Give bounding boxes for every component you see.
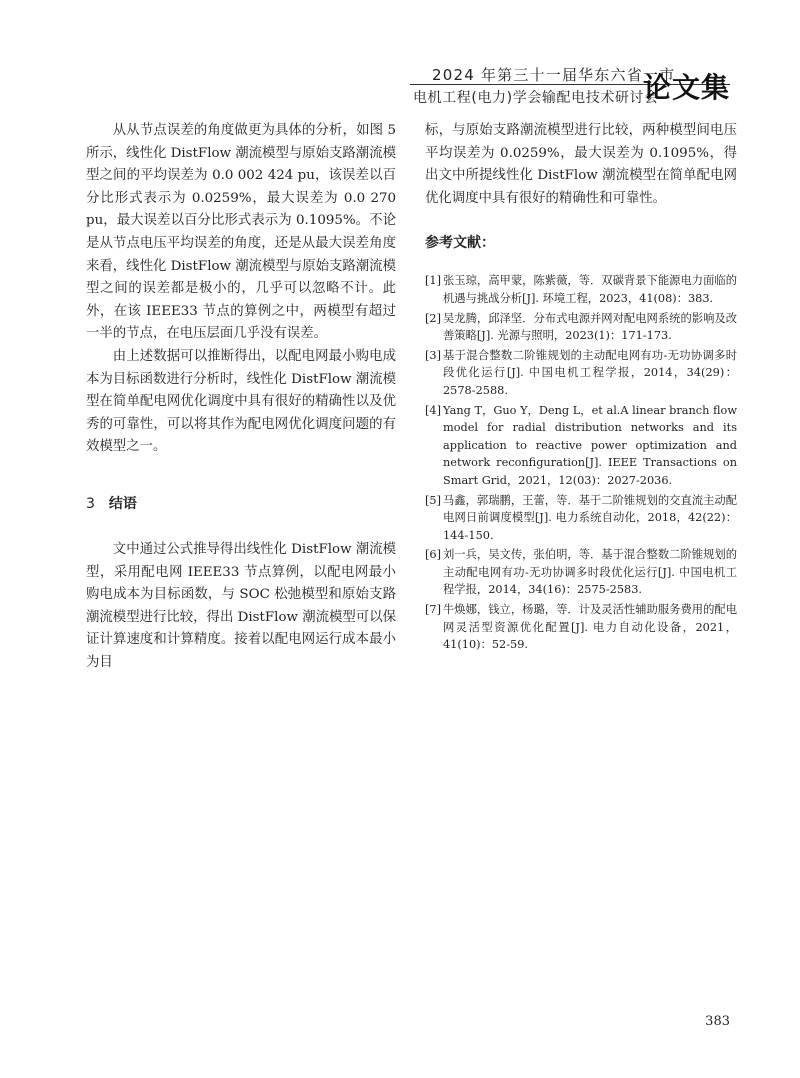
references-heading: 参考文献：: [425, 235, 495, 252]
reference-text: Yang T，Guo Y，Deng L，et al.A linear branch flow model for radial distribution networks and its application to reactive power optimization and network reconfiguration[J]. IEEE Transactions on Smart Grid，2021，12(03)：2027-2036.: [443, 403, 737, 487]
reference-number: [6]: [425, 548, 442, 562]
section-title: 结语: [108, 495, 137, 512]
reference-item: [425, 546, 737, 599]
page-number: 383: [705, 1014, 730, 1029]
reference-item: [425, 310, 737, 345]
body-paragraph: 从从节点误差的角度做更为具体的分析，如图 5 所示，线性化 DistFlow 潮流模型与原始支路潮流模型之间的平均误差为 0.0 002 424 pu，该误差以百分比形式表示为 0.0259%，最大误差为 0.0 270 pu，最大误差以百分比形式表示为 0.1095%。不论是从节点电压平均误差的角度，还是从最大误差角度来看，线性化 DistFlow 潮流模型与原始支路潮流模型之间的误差都是极小的，几乎可以忽略不计。此外，在该 IEEE33 节点的算例之中，两模型有超过一半的节点，在电压层面几乎没有误差。: [86, 123, 396, 342]
header-conference-line: 2024 年第三十一届华东六省一市: [432, 66, 676, 84]
reference-number: [3]: [425, 348, 442, 362]
reference-text: 马鑫，郭瑞鹏，王蕾，等．基于二阶锥规划的交直流主动配电网日前调度模型[J]. 电力系统自动化，2018，42(22)：144-150.: [443, 493, 737, 542]
reference-item: [425, 601, 737, 654]
reference-text: 基于混合整数二阶锥规划的主动配电网有功-无功协调多时段优化运行[J]. 中国电机工程学报，2014，34(29)：2578-2588.: [443, 348, 737, 397]
section-number: 3: [86, 495, 95, 512]
body-paragraph: 文中通过公式推导得出线性化 DistFlow 潮流模型，采用配电网 IEEE33 节点算例，以配电网最小购电成本为目标函数，与 SOC 松弛模型和原始支路潮流模型进行比较，得出 DistFlow 潮流模型可以保证计算速度和计算精度。接着以配电网运行成本最小为目: [86, 541, 396, 670]
reference-number: [5]: [425, 493, 442, 507]
reference-item: [425, 347, 737, 400]
reference-number: [2]: [425, 311, 442, 325]
reference-item: [425, 272, 737, 307]
reference-text: 吴龙腾，邱泽坚．分布式电源并网对配电网系统的影响及改善策略[J]. 光源与照明，2023(1)：171-173.: [443, 311, 737, 343]
body-paragraph: 由上述数据可以推断得出，以配电网最小购电成本为目标函数进行分析时，线性化 DistFlow 潮流模型在简单配电网优化调度中具有很好的精确性以及优秀的可靠性，可以将其作为配电网优化调度问题的有效模型之一。: [86, 348, 396, 455]
reference-number: [1]: [425, 274, 442, 288]
body-paragraph-continued: 标，与原始支路潮流模型进行比较，两种模型间电压平均误差为 0.0259%，最大误差为 0.1095%，得出文中所提线性化 DistFlow 潮流模型在简单配电网优化调度中具有很好的精确性和可靠性。: [425, 123, 737, 206]
reference-number: [7]: [425, 603, 442, 617]
reference-item: [425, 402, 737, 490]
right-column: [425, 120, 737, 656]
reference-item: [425, 492, 737, 545]
reference-text: 张玉琼，高甲蒙，陈紫薇，等．双碳背景下能源电力面临的机遇与挑战分析[J]. 环境工程，2023，41(08)：383.: [443, 274, 737, 305]
header-society-line: 电机工程(电力)学会输配电技术研讨会: [413, 90, 659, 106]
reference-number: [4]: [425, 403, 442, 417]
header-proceedings-badge: 论文集: [642, 71, 730, 104]
reference-list: [425, 272, 737, 653]
reference-text: 牛焕娜，钱立，杨璐，等．计及灵活性辅助服务费用的配电网灵活型资源优化配置[J]. 电力自动化设备，2021，41(10)：52-59.: [443, 603, 737, 652]
reference-text: 刘一兵，吴文传，张伯明，等．基于混合整数二阶锥规划的主动配电网有功-无功协调多时段优化运行[J]. 中国电机工程学报，2014，34(16)：2575-2583.: [443, 548, 737, 597]
section-heading: [86, 493, 396, 513]
left-column: [86, 120, 396, 674]
